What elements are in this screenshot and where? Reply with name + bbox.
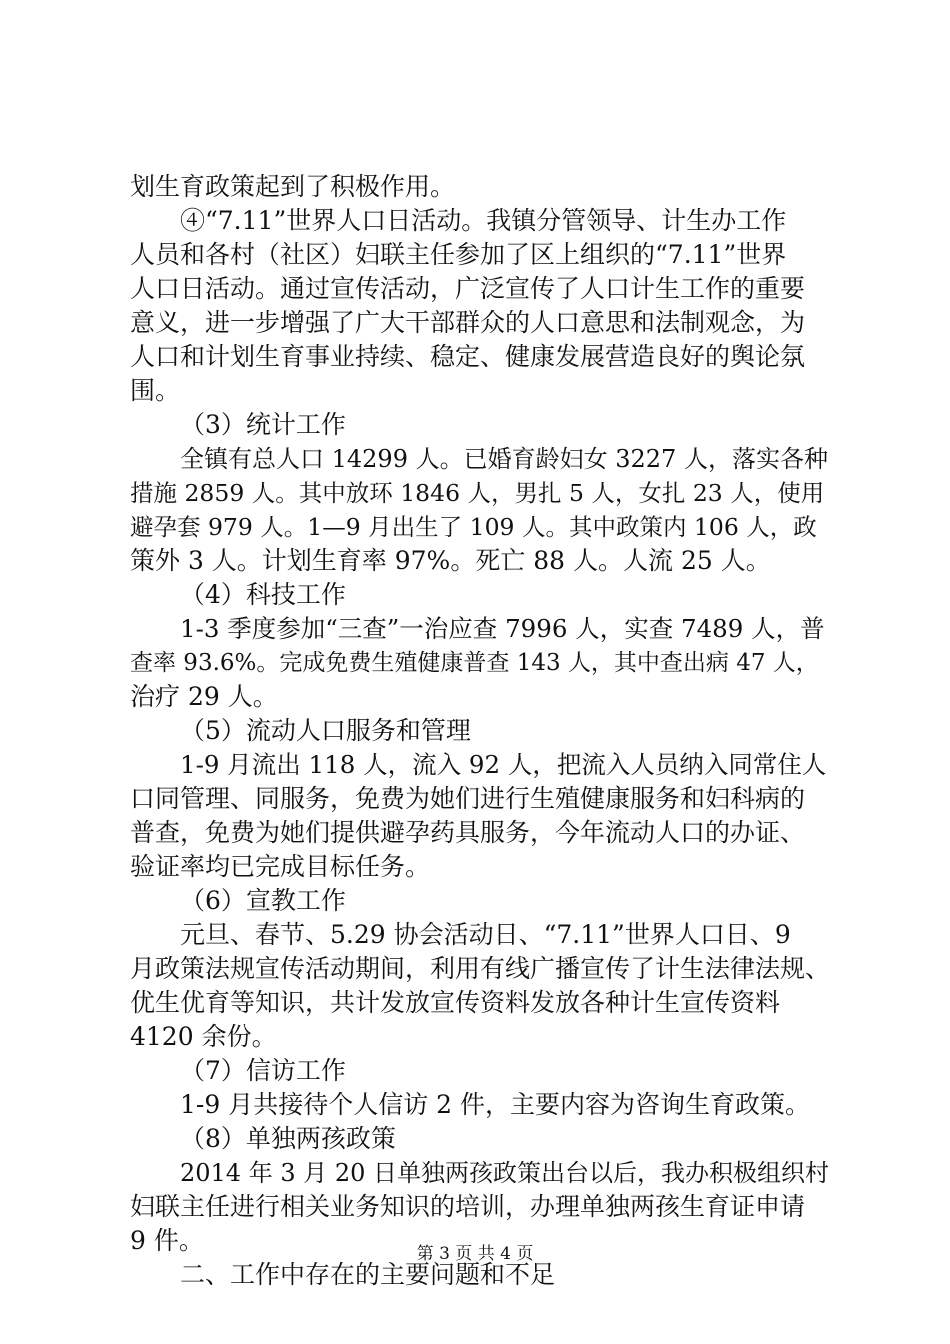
- text-line: （7）信访工作: [180, 1056, 346, 1085]
- text-line: 普查，免费为她们提供避孕药具服务，今年流动人口的办证、: [130, 818, 806, 847]
- text-line: （8）单独两孩政策: [180, 1124, 396, 1153]
- text-line: 元旦、春节、5.29 协会活动日、“7.11”世界人口日、9: [180, 920, 791, 949]
- text-line: （3）统计工作: [180, 410, 346, 439]
- text-line: 全镇有总人口 14299 人。已婚育龄妇女 3227 人，落实各种: [180, 445, 828, 473]
- text-line: （5）流动人口服务和管理: [180, 716, 471, 745]
- document-body: [130, 170, 830, 1292]
- text-line: 二、工作中存在的主要问题和不足: [180, 1260, 556, 1289]
- text-line: 9 件。: [130, 1226, 204, 1255]
- text-line: 治疗 29 人。: [130, 682, 278, 711]
- text-line: 月政策法规宣传活动期间，利用有线广播宣传了计生法律法规、: [130, 954, 831, 983]
- text-line: 人口日活动。通过宣传活动，广泛宣传了人口计生工作的重要: [130, 274, 806, 303]
- text-line: ④“7.11”世界人口日活动。我镇分管领导、计生办工作: [180, 206, 787, 235]
- page-footer: 第 3 页 共 4 页: [416, 1244, 534, 1264]
- text-line: 4120 余份。: [130, 1022, 277, 1051]
- text-line: 策外 3 人。计划生育率 97%。死亡 88 人。人流 25 人。: [130, 546, 771, 575]
- text-line: 意义，进一步增强了广大干部群众的人口意思和法制观念，为: [130, 308, 806, 337]
- text-line: 1-9 月共接待个人信访 2 件，主要内容为咨询生育政策。: [180, 1090, 811, 1119]
- text-line: 围。: [130, 376, 181, 405]
- text-line: 措施 2859 人。其中放环 1846 人，男扎 5 人，女扎 23 人，使用: [130, 479, 825, 507]
- text-line: 妇联主任进行相关业务知识的培训，办理单独两孩生育证申请: [130, 1192, 806, 1221]
- text-line: 验证率均已完成目标任务。: [130, 852, 431, 881]
- text-line: （4）科技工作: [180, 580, 346, 609]
- text-line: 1-3 季度参加“三查”一治应查 7996 人，实查 7489 人，普: [180, 614, 825, 643]
- text-line: 查率 93.6%。完成免费生殖健康普查 143 人，其中查出病 47 人，: [130, 650, 819, 676]
- text-line: 划生育政策起到了积极作用。: [130, 172, 456, 201]
- text-line: 口同管理、同服务，免费为她们进行生殖健康服务和妇科病的: [130, 784, 806, 813]
- text-line: 优生优育等知识，共计发放宣传资料发放各种计生宣传资料: [130, 988, 781, 1017]
- text-line: 1-9 月流出 118 人，流入 92 人，把流入人员纳入同常住人: [180, 750, 827, 779]
- text-line: （6）宣教工作: [180, 886, 346, 915]
- text-line: 避孕套 979 人。1—9 月出生了 109 人。其中政策内 106 人，政: [130, 513, 817, 541]
- text-line: 人员和各村（社区）妇联主任参加了区上组织的“7.11”世界: [130, 240, 787, 269]
- text-line: 人口和计划生育事业持续、稳定、健康发展营造良好的舆论氛: [130, 342, 806, 371]
- text-line: 2014 年 3 月 20 日单独两孩政策出台以后，我办积极组织村: [180, 1159, 830, 1187]
